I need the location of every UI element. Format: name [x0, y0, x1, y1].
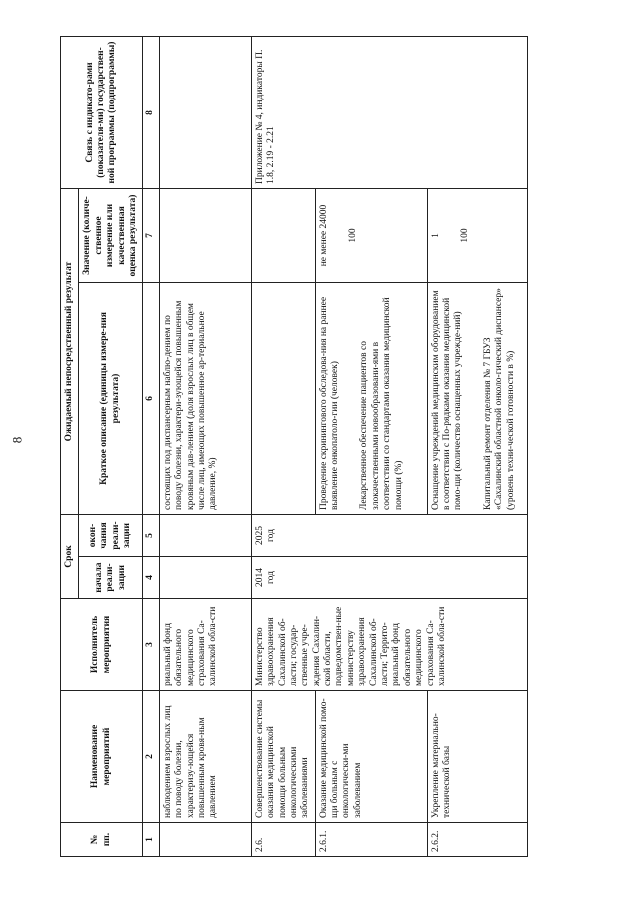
- row-value: [251, 189, 315, 283]
- row-end: [159, 515, 251, 557]
- col-number: 5: [143, 515, 159, 557]
- header-indicator-link: Связь с индикато-рами (показателя-ми) государствен-ной программы (подпрограммы): [61, 37, 143, 189]
- measures-table: [60, 36, 528, 857]
- rotated-page: [60, 37, 616, 857]
- table-row: [251, 37, 315, 857]
- row-executor: риальный фонд обязательного медицинского страхования Са-халинской обла-сти: [159, 599, 251, 691]
- row-link: Приложение № 4, индикаторы П. 1.8, 2.19 - 2.21: [251, 37, 527, 189]
- row-value-2: 100: [348, 228, 359, 243]
- header-result-desc: Краткое описание (единицы измере-ния результата): [79, 283, 143, 515]
- row-executor: Министерство здравоохранения Сахалинской об-ласти; государ-ственные учре-ждения Сахалин-ской области, подведомствен-ные министерству здравоохранения Сахалинской об-ласти; Террито-риальный фонд обязательного медицинского страхования Са-халинской обла-сти: [251, 599, 527, 691]
- header-result: Ожидаемый непосредственный результат: [61, 189, 79, 515]
- col-number: 3: [143, 599, 159, 691]
- column-number-row: [143, 37, 159, 857]
- row-name: Укрепление материально-технической базы: [427, 691, 527, 823]
- row-desc-2: Лекарственное обеспечение пациентов со злокачественными новообразовани-ями в соответствии со стандартами оказания медицинской помощи (%): [359, 297, 404, 510]
- header-executor: Исполнитель мероприятия: [61, 599, 143, 691]
- row-name: Оказание медицинской помо-щи больным с онкологически-ми заболеванием: [315, 691, 427, 823]
- row-value: [315, 189, 427, 283]
- row-link: [159, 37, 251, 189]
- row-number: 2.6.: [251, 823, 315, 857]
- row-start: [159, 557, 251, 599]
- col-number: 4: [143, 557, 159, 599]
- header-term: Срок: [61, 515, 79, 599]
- page-number: 8: [9, 436, 25, 444]
- row-end: 2025 год: [251, 515, 527, 557]
- row-desc: [159, 283, 251, 515]
- row-desc-2: Капитальный ремонт отделения № 7 ГБУЗ «Сахалинский областной онколо-гический диспансер» (уровень техни-ческой готовности в %): [482, 288, 516, 510]
- col-number: 6: [143, 283, 159, 515]
- col-number: 1: [143, 823, 159, 857]
- row-desc: [251, 283, 315, 515]
- header-name: Наименование мероприятий: [61, 691, 143, 823]
- row-start: 2014 год: [251, 557, 527, 599]
- header-term-start: начала реали-зации: [79, 557, 143, 599]
- header-num: № пп.: [61, 823, 143, 857]
- header-result-value: Значение (количе-ственное измерение или качественная оценка результата): [79, 189, 143, 283]
- col-number: 7: [143, 189, 159, 283]
- row-value-2: 100: [460, 228, 471, 243]
- row-number: 2.6.1.: [315, 823, 427, 857]
- row-desc-1: Проведение скринингового обследова-ния на раннее выявление онкопатоло-гии (человек): [318, 296, 341, 510]
- col-number: 2: [143, 691, 159, 823]
- row-name: Совершенствование системы оказания медицинской помощи больным онкологическими заболеваниями: [251, 691, 315, 823]
- header-row-1: [61, 37, 79, 857]
- row-name: наблюдением взрослых лиц по поводу болезни, характеризу-ющейся повышенным кровя-ным давлением: [159, 691, 251, 823]
- table-row: [159, 37, 251, 857]
- row-number: [159, 823, 251, 857]
- row-desc: [427, 283, 527, 515]
- row-value: [427, 189, 527, 283]
- row-value: [159, 189, 251, 283]
- row-desc-1: Оснащение учреждений медицинским оборудованием в соответствии с По-рядками оказания медицинской помо-щи (количество оснащенных учрежде-ний): [430, 290, 464, 510]
- row-value-1: 1: [430, 233, 441, 238]
- row-desc-1: состоящих под диспансерным наблю-дением по поводу болезни, характери-зующейся повышенным кровяным дав-лением (доля взрослых лиц в общем числе лиц, имеющих повышенное ар-териальное давление, %): [162, 300, 219, 510]
- col-number: 8: [143, 37, 159, 189]
- header-term-end: окон-чания реали-зации: [79, 515, 143, 557]
- row-desc: [315, 283, 427, 515]
- row-value-1: не менее 24000: [318, 204, 329, 267]
- row-number: 2.6.2.: [427, 823, 527, 857]
